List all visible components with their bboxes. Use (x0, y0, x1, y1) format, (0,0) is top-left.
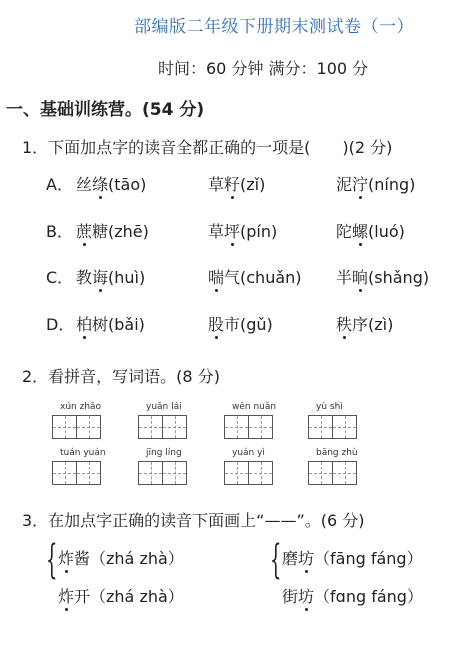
writing-grid[interactable] (308, 415, 356, 439)
dotted-character: 柏 (76, 312, 92, 335)
word-with-pinyin: 柏树(bǎi) (76, 315, 145, 334)
grid-cell[interactable] (224, 415, 249, 439)
writing-grid[interactable] (138, 461, 186, 485)
option-letter: C． (46, 268, 74, 287)
grid-cell[interactable] (162, 461, 187, 485)
word-with-pinyin: 秩序(zì) (336, 315, 393, 334)
dotted-character: 泞 (352, 172, 368, 195)
right-brace: { (270, 537, 282, 583)
option-letter: D． (46, 315, 75, 334)
option-item (208, 265, 302, 288)
dotted-character: 秩 (336, 312, 352, 335)
dotted-character: 蔗 (76, 219, 92, 242)
pinyin-label: yuán yì (232, 448, 265, 458)
option-item (208, 172, 265, 195)
option-item (336, 172, 415, 195)
choice-item (58, 546, 184, 569)
dotted-character: 籽 (224, 172, 240, 195)
grid-cell[interactable] (308, 461, 333, 485)
word-with-options: 磨坊（fāng fáng） (282, 549, 423, 568)
option-item (76, 219, 149, 242)
grid-cell[interactable] (162, 415, 187, 439)
grid-cell[interactable] (248, 461, 273, 485)
question-3-prompt: 3．在加点字正确的读音下面画上“——”。(6 分) (22, 511, 365, 530)
word-with-options: 街坊（fɑng fáng） (282, 587, 423, 606)
dotted-character: 坊 (298, 546, 314, 569)
option-item (76, 312, 145, 335)
option-item (208, 312, 273, 335)
word-with-pinyin: 喘气(chuǎn) (208, 268, 302, 287)
grid-cell[interactable] (76, 461, 101, 485)
writing-grid[interactable] (52, 415, 100, 439)
grid-cell[interactable] (76, 415, 101, 439)
choice-item (282, 584, 423, 607)
dotted-character: 炸 (58, 546, 74, 569)
pinyin-label: wēn nuǎn (232, 402, 277, 412)
grid-cell[interactable] (52, 461, 77, 485)
writing-grid[interactable] (224, 461, 272, 485)
dotted-character: 晌 (352, 265, 368, 288)
exam-info: 时间：60 分钟 满分：100 分 (158, 59, 369, 78)
word-with-options: 炸开（zhá zhà） (58, 587, 184, 606)
dotted-character: 炸 (58, 584, 74, 607)
word-with-pinyin: 教诲(huì) (76, 268, 145, 287)
word-with-pinyin: 草坪(pín) (208, 222, 277, 241)
pinyin-label: jīng líng (146, 448, 182, 458)
grid-cell[interactable] (224, 461, 249, 485)
dotted-character: 绦 (92, 172, 108, 195)
question-2-prompt: 2．看拼音，写词语。(8 分) (22, 367, 220, 386)
choice-item (58, 584, 184, 607)
option-letter: A． (46, 175, 73, 194)
dotted-character: 喘 (208, 265, 224, 288)
word-with-pinyin: 半晌(shǎng) (336, 268, 429, 287)
word-with-options: 炸酱（zhá zhà） (58, 549, 184, 568)
dotted-character: 股 (208, 312, 224, 335)
word-with-pinyin: 蔗糖(zhē) (76, 222, 149, 241)
choice-item (282, 546, 423, 569)
grid-cell[interactable] (248, 415, 273, 439)
pinyin-label: bāng zhù (316, 448, 358, 458)
option-item (336, 219, 405, 242)
section-heading: 一、基础训练营。(54 分) (6, 100, 205, 120)
option-item (76, 265, 145, 288)
word-with-pinyin: 草籽(zǐ) (208, 175, 265, 194)
word-with-pinyin: 股市(gǔ) (208, 315, 273, 334)
grid-cell[interactable] (332, 461, 357, 485)
grid-cell[interactable] (308, 415, 333, 439)
dotted-character: 坊 (298, 584, 314, 607)
writing-grid[interactable] (52, 461, 100, 485)
grid-cell[interactable] (138, 415, 163, 439)
left-brace: { (46, 537, 58, 583)
pinyin-label: yuǎn lái (146, 402, 182, 412)
word-with-pinyin: 陀螺(luó) (336, 222, 405, 241)
writing-grid[interactable] (308, 461, 356, 485)
pinyin-label: yù shì (316, 402, 343, 412)
grid-cell[interactable] (52, 415, 77, 439)
option-item (76, 172, 146, 195)
dotted-character: 螺 (352, 219, 368, 242)
option-item (336, 265, 429, 288)
pinyin-label: tuán yuán (60, 448, 106, 458)
question-1-prompt: 1．下面加点字的读音全都正确的一项是( )(2 分) (22, 138, 393, 157)
word-with-pinyin: 泥泞(níng) (336, 175, 415, 194)
grid-cell[interactable] (138, 461, 163, 485)
page-title: 部编版二年级下册期末测试卷（一） (134, 17, 414, 37)
option-item (208, 219, 277, 242)
dotted-character: 坪 (224, 219, 240, 242)
grid-cell[interactable] (332, 415, 357, 439)
dotted-character: 诲 (92, 265, 108, 288)
writing-grid[interactable] (138, 415, 186, 439)
writing-grid[interactable] (224, 415, 272, 439)
option-letter: B． (46, 222, 73, 241)
pinyin-label: xún zhǎo (60, 402, 102, 412)
word-with-pinyin: 丝绦(tāo) (76, 175, 146, 194)
option-item (336, 312, 393, 335)
